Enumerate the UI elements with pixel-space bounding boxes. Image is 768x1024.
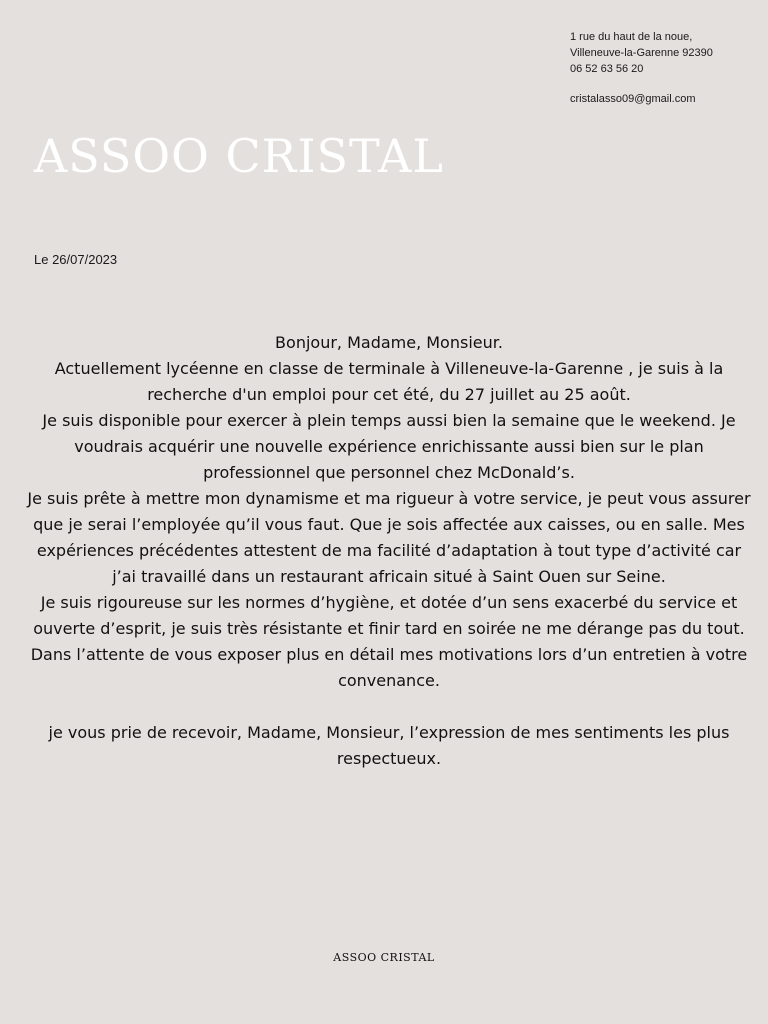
email-address: cristalasso09@gmail.com xyxy=(570,93,696,105)
letter-body xyxy=(24,330,754,772)
letter-paragraph-2: Je suis disponible pour exercer à plein temps aussi bien la semaine que le weekend. Je voudrais acquérir une nouvelle expérience enrichissante aussi bien sur le plan professionnel que personnel chez McDonald’s. xyxy=(42,411,736,482)
letter-greeting: Bonjour, Madame, Monsieur. xyxy=(275,333,503,352)
address-line-1: 1 rue du haut de la noue, xyxy=(570,31,693,43)
paragraph-spacer xyxy=(24,694,754,720)
letter-paragraph-1: Actuellement lycéenne en classe de terminale à Villeneuve-la-Garenne , je suis à la recherche d'un emploi pour cet été, du 27 juillet au 25 août. xyxy=(54,359,724,404)
letter-paragraph-3: Je suis prête à mettre mon dynamisme et ma rigueur à votre service, je peut vous assurer que je serai l’employée qu’il vous faut. Que je sois affectée aux caisses, ou en salle. Mes expériences précédentes attestent de ma facilité d’adaptation à tout type d’activité car j’ai travaillé dans un restaurant africain situé à Saint Ouen sur Seine. xyxy=(27,489,751,586)
page-title: ASSOO CRISTAL xyxy=(34,129,444,183)
letter-paragraph-4: Je suis rigoureuse sur les normes d’hygiène, et dotée d’un sens exacerbé du service et ouverte d’esprit, je suis très résistante et finir tard en soirée ne me dérange pas du tout. xyxy=(33,593,745,638)
contact-block xyxy=(570,29,760,107)
letter-closing: je vous prie de recevoir, Madame, Monsieur, l’expression de mes sentiments les plus respectueux. xyxy=(48,723,730,768)
letter-date: Le 26/07/2023 xyxy=(34,252,118,267)
phone-number: 06 52 63 56 20 xyxy=(570,63,644,75)
signature: ASSOO CRISTAL xyxy=(333,951,435,964)
letter-paragraph-5: Dans l’attente de vous exposer plus en détail mes motivations lors d’un entretien à votre convenance. xyxy=(30,645,748,690)
address-line-2: Villeneuve-la-Garenne 92390 xyxy=(570,47,713,59)
